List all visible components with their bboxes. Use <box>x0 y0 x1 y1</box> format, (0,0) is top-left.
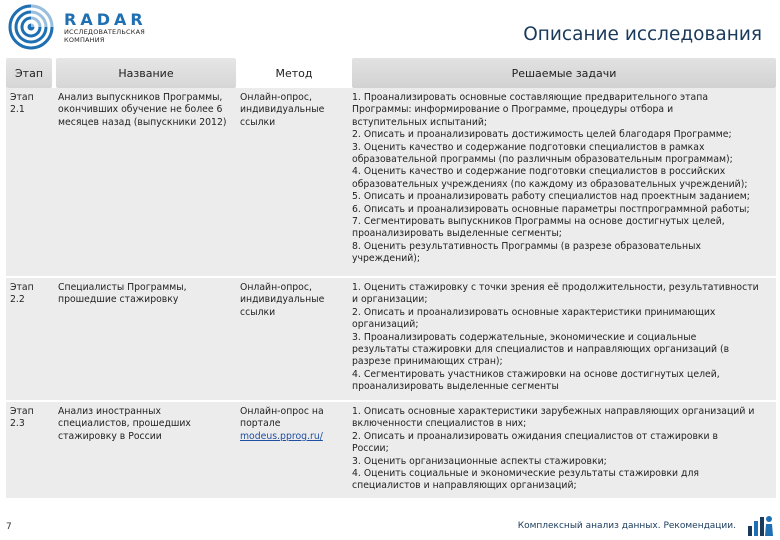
row-stage: Этап 2.1 <box>10 92 34 116</box>
portal-link[interactable]: modeus.pprog.ru/ <box>240 430 323 442</box>
logo-subtitle-line2: КОМПАНИЯ <box>64 36 105 44</box>
row-method: Онлайн-опрос на портале modeus.pprog.ru/ <box>240 406 340 443</box>
table-row <box>6 402 776 498</box>
row-tasks: 1. Описать основные характеристики зарубежных направляющих организаций и включенности специалистов в них; 2. Описать и проанализировать ожидания специалистов от стажировки в России; 3. Оценить организационные аспекты стажировки; 4. Оценить социальные и экономические результаты стажировки для специалистов и направляющих организаций; <box>352 406 755 492</box>
header-method: Метод <box>240 58 348 88</box>
row-tasks: 1. Оценить стажировку с точки зрения её продолжительности, результативности и организации; 2. Описать и проанализировать основные характеристики принимающих организаций; 3. Проанализировать содержательные, экономические и социальные результаты стажировки для специалистов и направляющих организаций (в разрезе принимающих стран); 4. Сегментировать участников стажировки на основе достигнутых целей, проанализировать выделенные сегменты <box>352 282 759 393</box>
company-logo <box>8 4 158 52</box>
row-name: Анализ выпускников Программы, окончивших обучение не более 6 месяцев назад (выпускники 2012) <box>58 92 227 128</box>
row-name: Анализ иностранных специалистов, прошедших стажировку в России <box>58 406 191 442</box>
logo-subtitle-line1: ИССЛЕДОВАТЕЛЬСКАЯ <box>64 28 145 36</box>
table-row <box>6 88 776 276</box>
logo-name: RADAR <box>64 10 147 29</box>
page-title: Описание исследования <box>523 24 762 45</box>
people-chart-icon <box>746 512 774 538</box>
research-table <box>6 58 776 492</box>
row-stage: Этап 2.3 <box>10 406 34 430</box>
row-stage: Этап 2.2 <box>10 282 34 306</box>
table-row <box>6 278 776 400</box>
page-number: 7 <box>6 522 12 532</box>
row-method: Онлайн-опрос, индивидуальные ссылки <box>240 282 325 318</box>
row-tasks: 1. Проанализировать основные составляющие предварительного этапа Программы: информирование о Программе, процедуры отбора и вступительных испытаний; 2. Описать и проанализировать достижимость целей благодаря Программе; 3. Оценить качество и содержание подготовки специалистов в рамках образовательной программы (по различным образовательным программам); 4. Оценить качество и содержание подготовки специалистов в российских образовательных учреждениях (по каждому из образовательных учреждений); 5. Описать и проанализировать работу специалистов над проектным заданием; 6. Описать и проанализировать основные параметры постпрограммной работы; 7. Сегментировать выпускников Программы на основе достигнутых целей, проанализировать выделенные сегменты; 8. Оценить результативность Программы (в разрезе образовательных учреждений); <box>352 92 750 265</box>
header-stage: Этап <box>6 58 52 88</box>
row-method: Онлайн-опрос, индивидуальные ссылки <box>240 92 325 128</box>
row-name: Специалисты Программы, прошедшие стажировку <box>58 282 187 306</box>
footer-caption: Комплексный анализ данных. Рекомендации. <box>517 521 736 531</box>
header-tasks: Решаемые задачи <box>352 58 776 88</box>
radar-logo-icon <box>8 4 54 50</box>
logo-subtitle <box>64 28 145 44</box>
header-name: Название <box>56 58 236 88</box>
table-header <box>6 58 776 88</box>
